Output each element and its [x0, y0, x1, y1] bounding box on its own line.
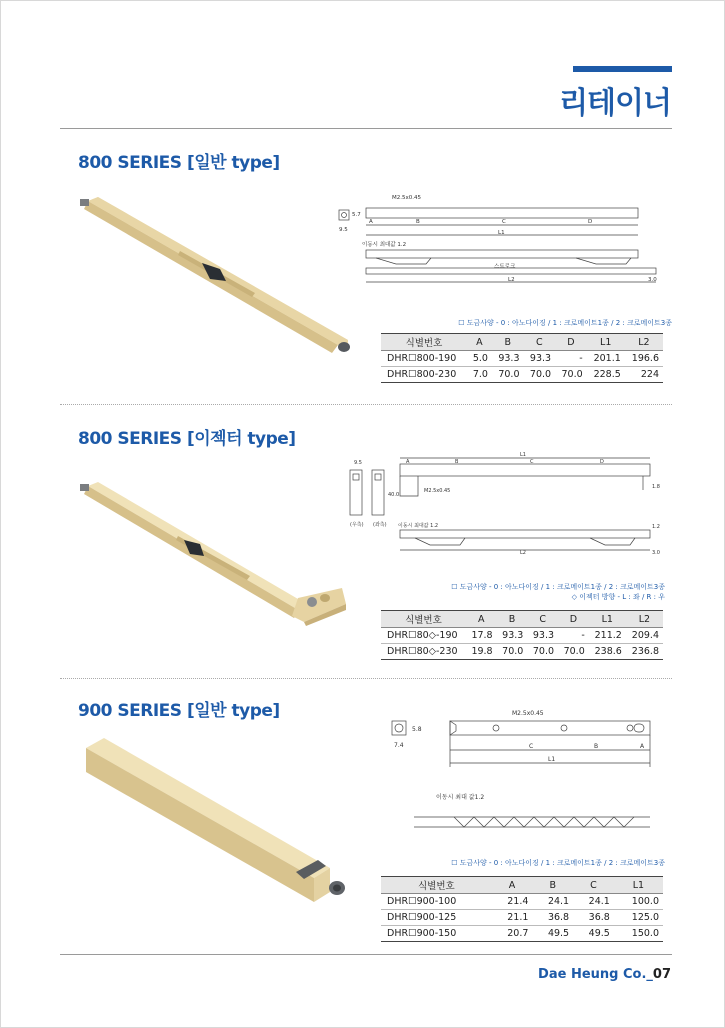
cell-id: DHR☐800-190 — [381, 351, 467, 367]
column-header: D — [558, 611, 589, 628]
cell: 70.0 — [555, 367, 587, 383]
product-image-900-general — [82, 736, 352, 911]
cell-id: DHR☐900-100 — [381, 894, 492, 910]
column-header: L2 — [625, 334, 663, 351]
svg-text:9.5: 9.5 — [339, 227, 348, 233]
svg-text:A: A — [406, 459, 410, 465]
table-header-row — [381, 877, 663, 894]
cell: 236.8 — [626, 644, 663, 660]
plating-note: ☐ 도금사양 - 0 : 아노다이징 / 1 : 크로메이트1종 / 2 : 크로메이트3종 — [451, 859, 665, 867]
svg-text:C: C — [530, 459, 534, 465]
section-divider — [60, 678, 672, 679]
cell: 201.1 — [587, 351, 625, 367]
column-header: 식별번호 — [381, 611, 466, 628]
svg-text:이동시 최대 값1.2: 이동시 최대 값1.2 — [436, 794, 485, 801]
cell: 7.0 — [467, 367, 492, 383]
cell: 238.6 — [589, 644, 626, 660]
footer-divider — [60, 954, 672, 955]
cell: 93.3 — [497, 628, 528, 644]
svg-text:3.0: 3.0 — [652, 550, 660, 556]
cell: 209.4 — [626, 628, 663, 644]
column-header: L1 — [614, 877, 663, 894]
svg-text:L2: L2 — [508, 277, 515, 283]
cell: 211.2 — [589, 628, 626, 644]
column-header: B — [492, 334, 524, 351]
svg-text:B: B — [594, 743, 599, 750]
technical-drawing-900-general — [384, 705, 664, 845]
cell: 19.8 — [466, 644, 497, 660]
svg-text:L2: L2 — [520, 550, 526, 556]
spec-table-900-general — [381, 876, 663, 942]
svg-text:(좌측): (좌측) — [373, 522, 387, 528]
header-divider — [60, 128, 672, 129]
cell: 24.1 — [573, 894, 614, 910]
cell: 70.0 — [527, 644, 558, 660]
svg-text:A: A — [369, 219, 373, 225]
svg-text:이동시 최대값 1.2: 이동시 최대값 1.2 — [398, 523, 439, 529]
table-header-row — [381, 611, 663, 628]
column-header: A — [466, 611, 497, 628]
column-header: L2 — [626, 611, 663, 628]
cell-id: DHR☐900-150 — [381, 926, 492, 942]
spec-table-800-ejector — [381, 610, 663, 660]
cell: 70.0 — [492, 367, 524, 383]
title-accent-bar — [573, 66, 672, 72]
page-footer — [538, 967, 671, 982]
svg-text:A: A — [640, 743, 645, 750]
section-title-800-ejector: 800 SERIES [이젝터 type] — [78, 429, 296, 449]
cell: 36.8 — [532, 910, 573, 926]
table-row — [381, 894, 663, 910]
svg-text:C: C — [502, 219, 506, 225]
column-header: C — [527, 611, 558, 628]
section-title-900-general: 900 SERIES [일반 type] — [78, 701, 280, 721]
column-header: C — [573, 877, 614, 894]
table-row — [381, 926, 663, 942]
column-header: B — [497, 611, 528, 628]
cell: 93.3 — [492, 351, 524, 367]
table-row — [381, 351, 663, 367]
svg-text:B: B — [455, 459, 459, 465]
cell: 70.0 — [558, 644, 589, 660]
cell-id: DHR☐80◇-230 — [381, 644, 466, 660]
cell: 93.3 — [524, 351, 556, 367]
svg-text:L1: L1 — [520, 452, 526, 458]
svg-text:3.0: 3.0 — [648, 277, 657, 283]
column-header: A — [492, 877, 533, 894]
cell: 5.0 — [467, 351, 492, 367]
cell: 49.5 — [532, 926, 573, 942]
spec-table-800-general — [381, 333, 663, 383]
cell-id: DHR☐900-125 — [381, 910, 492, 926]
column-header: 식별번호 — [381, 877, 492, 894]
cell: 17.8 — [466, 628, 497, 644]
svg-text:(우측): (우측) — [350, 522, 364, 528]
svg-text:B: B — [416, 219, 420, 225]
svg-text:D: D — [588, 219, 593, 225]
technical-drawing-800-general — [336, 190, 666, 290]
svg-text:40.0: 40.0 — [388, 492, 400, 498]
cell: 20.7 — [492, 926, 533, 942]
cell: 196.6 — [625, 351, 663, 367]
section-divider — [60, 404, 672, 405]
column-header: D — [555, 334, 587, 351]
cell: 150.0 — [614, 926, 663, 942]
cell: - — [555, 351, 587, 367]
cell: 93.3 — [527, 628, 558, 644]
svg-text:스트로크: 스트로크 — [494, 264, 516, 270]
svg-text:M2.5x0.45: M2.5x0.45 — [424, 488, 451, 494]
table-row — [381, 910, 663, 926]
column-header: C — [524, 334, 556, 351]
svg-text:L1: L1 — [548, 756, 556, 763]
product-image-800-general — [80, 195, 355, 360]
table-row — [381, 367, 663, 383]
column-header: A — [467, 334, 492, 351]
cell: 21.4 — [492, 894, 533, 910]
column-header: L1 — [589, 611, 626, 628]
table-header-row — [381, 334, 663, 351]
page-title: 리테이너 — [559, 86, 671, 121]
product-image-800-ejector — [80, 480, 350, 625]
technical-drawing-800-ejector — [340, 450, 665, 560]
table-row — [381, 628, 663, 644]
cell: 228.5 — [587, 367, 625, 383]
column-header: 식별번호 — [381, 334, 467, 351]
svg-text:1.8: 1.8 — [652, 484, 660, 490]
svg-text:L1: L1 — [498, 230, 505, 236]
cell: 125.0 — [614, 910, 663, 926]
cell-id: DHR☐80◇-190 — [381, 628, 466, 644]
cell: 224 — [625, 367, 663, 383]
svg-text:7.4: 7.4 — [394, 742, 404, 749]
plating-note: ☐ 도금사양 - 0 : 아노다이징 / 1 : 크로메이트1종 / 2 : 크로메이트3종 — [458, 319, 672, 327]
cell-id: DHR☐800-230 — [381, 367, 467, 383]
svg-text:9.5: 9.5 — [354, 460, 362, 466]
cell: 24.1 — [532, 894, 573, 910]
section-title-800-general: 800 SERIES [일반 type] — [78, 153, 280, 173]
column-header: B — [532, 877, 573, 894]
cell: 70.0 — [497, 644, 528, 660]
svg-text:1.2: 1.2 — [652, 524, 660, 530]
svg-text:M2.5x0.45: M2.5x0.45 — [392, 195, 421, 201]
cell: 36.8 — [573, 910, 614, 926]
plating-note: ☐ 도금사양 - 0 : 아노다이징 / 1 : 크로메이트1종 / 2 : 크로메이트3종 ◇ 이젝터 방향 - L : 좌 / R : 우 — [451, 583, 665, 601]
cell: 70.0 — [524, 367, 556, 383]
svg-text:5.7: 5.7 — [352, 212, 361, 218]
company-name: Dae Heung Co._ — [538, 967, 653, 982]
cell: 21.1 — [492, 910, 533, 926]
svg-text:5.8: 5.8 — [412, 726, 422, 733]
cell: 100.0 — [614, 894, 663, 910]
cell: - — [558, 628, 589, 644]
page-number: 07 — [652, 967, 671, 982]
svg-text:C: C — [529, 743, 534, 750]
svg-text:이동시 최대값 1.2: 이동시 최대값 1.2 — [362, 242, 407, 248]
svg-text:D: D — [600, 459, 604, 465]
svg-text:M2.5x0.45: M2.5x0.45 — [512, 710, 544, 717]
cell: 49.5 — [573, 926, 614, 942]
column-header: L1 — [587, 334, 625, 351]
table-row — [381, 644, 663, 660]
